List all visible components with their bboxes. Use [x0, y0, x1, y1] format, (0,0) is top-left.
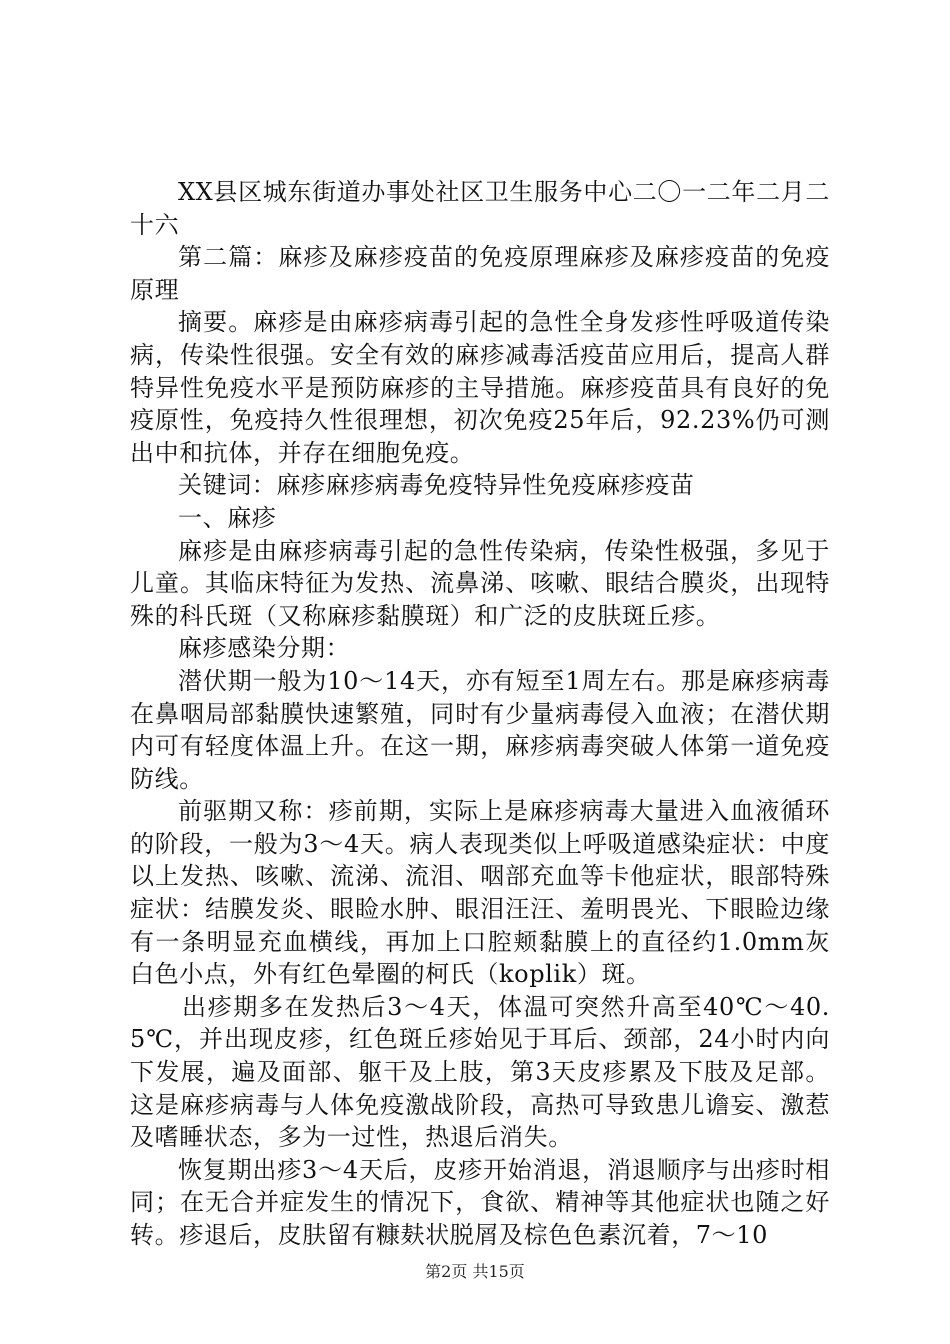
paragraph-measles-definition: 麻疹是由麻疹病毒引起的急性传染病，传染性极强，多见于儿童。其临床特征为发热、流鼻涕、咳嗽、眼结合膜炎，出现特殊的科氏斑（又称麻疹黏膜斑）和广泛的皮肤斑丘疹。: [130, 536, 830, 630]
document-body: [130, 176, 830, 1252]
paragraph-infection-stages-heading: 麻疹感染分期：: [178, 634, 351, 663]
page-number-footer: 第2页 共15页: [425, 1262, 525, 1281]
paragraph-incubation-period: 潜伏期一般为10～14天，亦有短至1周左右。那是麻疹病毒在鼻咽局部黏膜快速繁殖，同时有少量病毒侵入血液；在潜伏期内可有轻度体温上升。在这一期，麻疹病毒突破人体第一道免疫防线。: [130, 666, 830, 793]
paragraph-rash-period: 出疹期多在发热后3～4天，体温可突然升高至40℃～40.5℃，并出现皮疹，红色斑丘疹始见于耳后、颈部，24小时内向下发展，遍及面部、躯干及上肢，第3天皮疹累及下肢及足部。这是麻疹病毒与人体免疫激战阶段，高热可导致患儿谵妄、激惹及嗜睡状态，多为一过性，热退后消失。: [130, 992, 830, 1152]
paragraph-abstract: 摘要。麻疹是由麻疹病毒引起的急性全身发疹性呼吸道传染病，传染性很强。安全有效的麻疹减毒活疫苗应用后，提高人群特异性免疫水平是预防麻疹的主导措施。麻疹疫苗具有良好的免疫原性，免疫持久性很理想，初次免疫25年后，92.23%仍可测出中和抗体，并存在细胞免疫。: [130, 308, 830, 467]
paragraph-keywords: 关键词：麻疹麻疹病毒免疫特异性免疫麻疹疫苗: [178, 471, 695, 500]
section-heading-measles: 一、麻疹: [178, 503, 277, 532]
paragraph-recovery-period: 恢复期出疹3～4天后，皮疹开始消退，消退顺序与出疹时相同；在无合并症发生的情况下，食欲、精神等其他症状也随之好转。疹退后，皮肤留有糠麸状脱屑及棕色色素沉着，7～10: [130, 1155, 830, 1249]
paragraph-chapter-title: 第二篇：麻疹及麻疹疫苗的免疫原理麻疹及麻疹疫苗的免疫原理: [130, 243, 830, 304]
paragraph-prodromal-period: 前驱期又称：疹前期，实际上是麻疹病毒大量进入血液循环的阶段，一般为3～4天。病人表现类似上呼吸道感染症状：中度以上发热、咳嗽、流涕、流泪、咽部充血等卡他症状，眼部特殊症状：结膜发炎、眼睑水肿、眼泪汪汪、羞明畏光、下眼睑边缘有一条明显充血横线，再加上口腔颊黏膜上的直径约1.0mm灰白色小点，外有红色晕圈的柯氏（koplik）斑。: [130, 797, 830, 989]
paragraph-organization-date: XX县区城东街道办事处社区卫生服务中心二〇一二年二月二十六: [130, 178, 830, 239]
